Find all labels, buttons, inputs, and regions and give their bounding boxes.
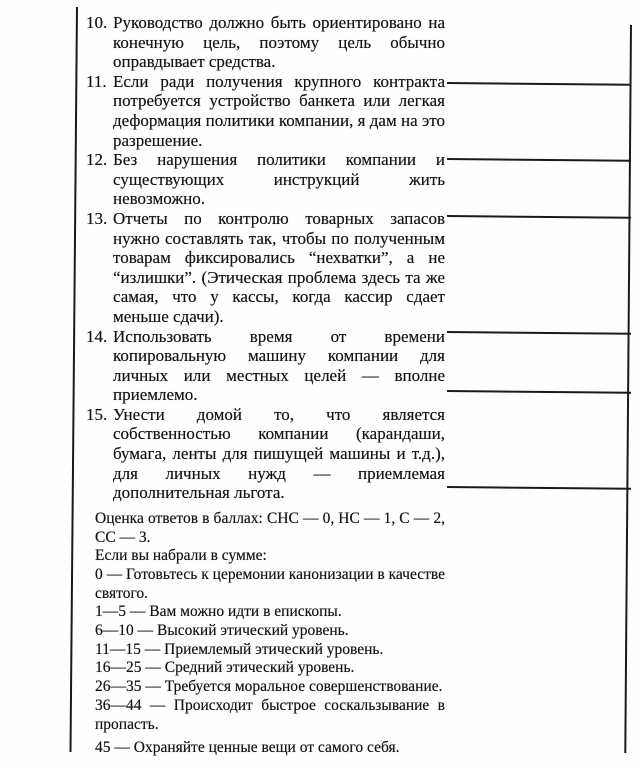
item-text: Использовать время от времени копировальную машину компании для личных или местных целей — вполне приемлемо. <box>113 326 445 405</box>
questionnaire-text-column <box>86 13 445 758</box>
item-number: 11. <box>86 71 107 91</box>
questionnaire-item-11 <box>86 72 445 150</box>
scoring-result: 36—44 — Происходит быстрое соскальзывание в пропасть. <box>95 696 445 733</box>
item-text: Если ради получения крупного контракта потребуется устройство банкета или легкая деформация политики компании, я дам на это разрешение. <box>113 71 445 150</box>
scoring-result: 45 — Охраняйте ценные вещи от самого себя. <box>95 739 400 757</box>
item-number: 14. <box>86 326 108 346</box>
answer-blank-line <box>447 486 631 490</box>
scoring-prompt: Если вы набрали в сумме: <box>95 547 267 565</box>
item-text: Руководство должно быть ориентировано на конечную цель, поэтому цель обычно оправдывает средства. <box>113 13 445 72</box>
questionnaire-item-13 <box>86 209 445 327</box>
answer-blank-line <box>447 390 631 394</box>
item-text: Отчеты по контролю товарных запасов нужно составлять так, чтобы по полученным товарам фиксировались “нехватки”, а не “излишки”. (Этическая проблема здесь та же самая, что у кассы, когда кассир сдает меньше сдачи). <box>113 208 445 326</box>
questionnaire-item-10 <box>86 13 445 72</box>
item-number: 15. <box>86 404 108 424</box>
answer-blank-line <box>447 331 631 335</box>
scoring-result: 6—10 — Высокий этический уровень. <box>95 622 349 640</box>
left-margin-rule <box>69 7 78 752</box>
questionnaire-item-12 <box>86 150 445 209</box>
scoring-key <box>86 510 445 758</box>
scoring-intro: Оценка ответов в баллах: СНС — 0, НС — 1, С — 2, СС — 3. <box>95 509 445 546</box>
questionnaire-item-15 <box>86 405 445 503</box>
item-number: 13. <box>86 208 108 228</box>
scoring-result: 0 — Готовьтесь к церемонии канонизации в качестве святого. <box>95 565 445 602</box>
questionnaire-item-14 <box>86 327 445 405</box>
answer-blank-line <box>447 158 631 162</box>
item-text: Без нарушения политики компании и существующих инструкций жить невозможно. <box>113 150 445 209</box>
item-number: 12. <box>86 150 108 170</box>
scoring-result: 11—15 — Приемлемый этический уровень. <box>95 640 384 658</box>
answer-blank-line <box>447 82 631 86</box>
scoring-result: 1—5 — Вам можно идти в епископы. <box>95 603 342 621</box>
right-margin-rule <box>624 25 632 753</box>
scoring-result: 16—25 — Средний этический уровень. <box>95 659 355 677</box>
item-number: 10. <box>86 13 108 32</box>
item-text: Унести домой то, что является собственностью компании (карандаши, бумага, ленты для пишущей машины и т.д.), для личных нужд — приемлемая дополнительная льгота. <box>113 404 445 503</box>
scoring-result: 26—35 — Требуется моральное совершенствование. <box>95 678 443 696</box>
answer-blank-line <box>447 215 631 219</box>
